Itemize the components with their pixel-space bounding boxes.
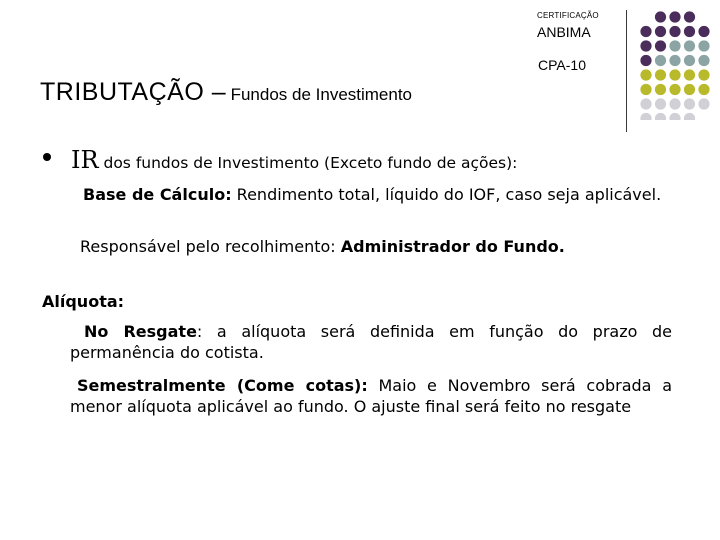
aliquota-heading: Alíquota: (42, 292, 125, 311)
decor-dot (655, 55, 666, 66)
decor-dot (669, 55, 680, 66)
decor-dot (669, 113, 680, 120)
decor-dot (640, 113, 651, 120)
ir-label: IR (71, 146, 99, 174)
decor-dot (684, 84, 695, 95)
semestral-text: Maio e Novembro será cobrada a menor alíquota aplicável ao fundo. O ajuste final será feito no resgate (70, 376, 673, 416)
no-resgate-text: : a alíquota será definida em função do prazo de permanência do cotista. (70, 322, 672, 362)
decor-dot (655, 98, 666, 109)
decor-dot (698, 84, 709, 95)
responsavel-text: Responsável pelo recolhimento: (80, 237, 341, 256)
decor-dot (684, 98, 695, 109)
cpa-label: CPA-10 (538, 57, 586, 73)
semestral-paragraph (70, 375, 672, 417)
base-calculo-label: Base de Cálculo: (83, 185, 232, 204)
decor-dot (655, 69, 666, 80)
semestral-label: Semestralmente (Come cotas): (77, 376, 368, 395)
decor-dot (640, 26, 651, 37)
ir-description: dos fundos de Investimento (Exceto fundo de ações): (98, 154, 518, 172)
responsavel-paragraph (80, 236, 680, 257)
decor-dot (655, 113, 666, 120)
decor-dot (640, 69, 651, 80)
decor-dot (698, 26, 709, 37)
decor-dot (684, 55, 695, 66)
decor-dot (684, 26, 695, 37)
decor-dot (684, 69, 695, 80)
decor-dot (669, 11, 680, 22)
ir-heading (71, 146, 517, 174)
anbima-label: ANBIMA (537, 24, 591, 40)
decor-dot (669, 84, 680, 95)
decor-dot (669, 26, 680, 37)
responsavel-value: Administrador do Fundo. (340, 237, 565, 256)
decor-dot (669, 98, 680, 109)
decor-dot (640, 98, 651, 109)
title-main: TRIBUTAÇÃO – (40, 78, 227, 106)
decor-dot (684, 40, 695, 51)
base-calculo-paragraph (70, 184, 672, 205)
decor-dot (669, 69, 680, 80)
bullet-dot (43, 153, 51, 161)
decor-dot (698, 55, 709, 66)
decor-dot (655, 40, 666, 51)
decor-dot (698, 69, 709, 80)
decor-dot (655, 84, 666, 95)
decor-dot (669, 40, 680, 51)
header-divider (626, 10, 627, 132)
decor-dot (684, 11, 695, 22)
decor-dot (655, 11, 666, 22)
decorative-dot-grid (640, 10, 720, 120)
title-sub: Fundos de Investimento (230, 85, 413, 104)
certificacao-label: CERTIFICAÇÃO (537, 11, 599, 20)
no-resgate-label: No Resgate (84, 322, 197, 341)
decor-dot (655, 26, 666, 37)
decor-dot (684, 113, 695, 120)
no-resgate-paragraph (70, 321, 672, 363)
decor-dot (640, 55, 651, 66)
decor-dot (698, 98, 709, 109)
base-calculo-text: Rendimento total, líquido do IOF, caso seja aplicável. (231, 185, 662, 204)
decor-dot (640, 84, 651, 95)
page-title (40, 78, 412, 107)
decor-dot (698, 40, 709, 51)
decor-dot (640, 40, 651, 51)
